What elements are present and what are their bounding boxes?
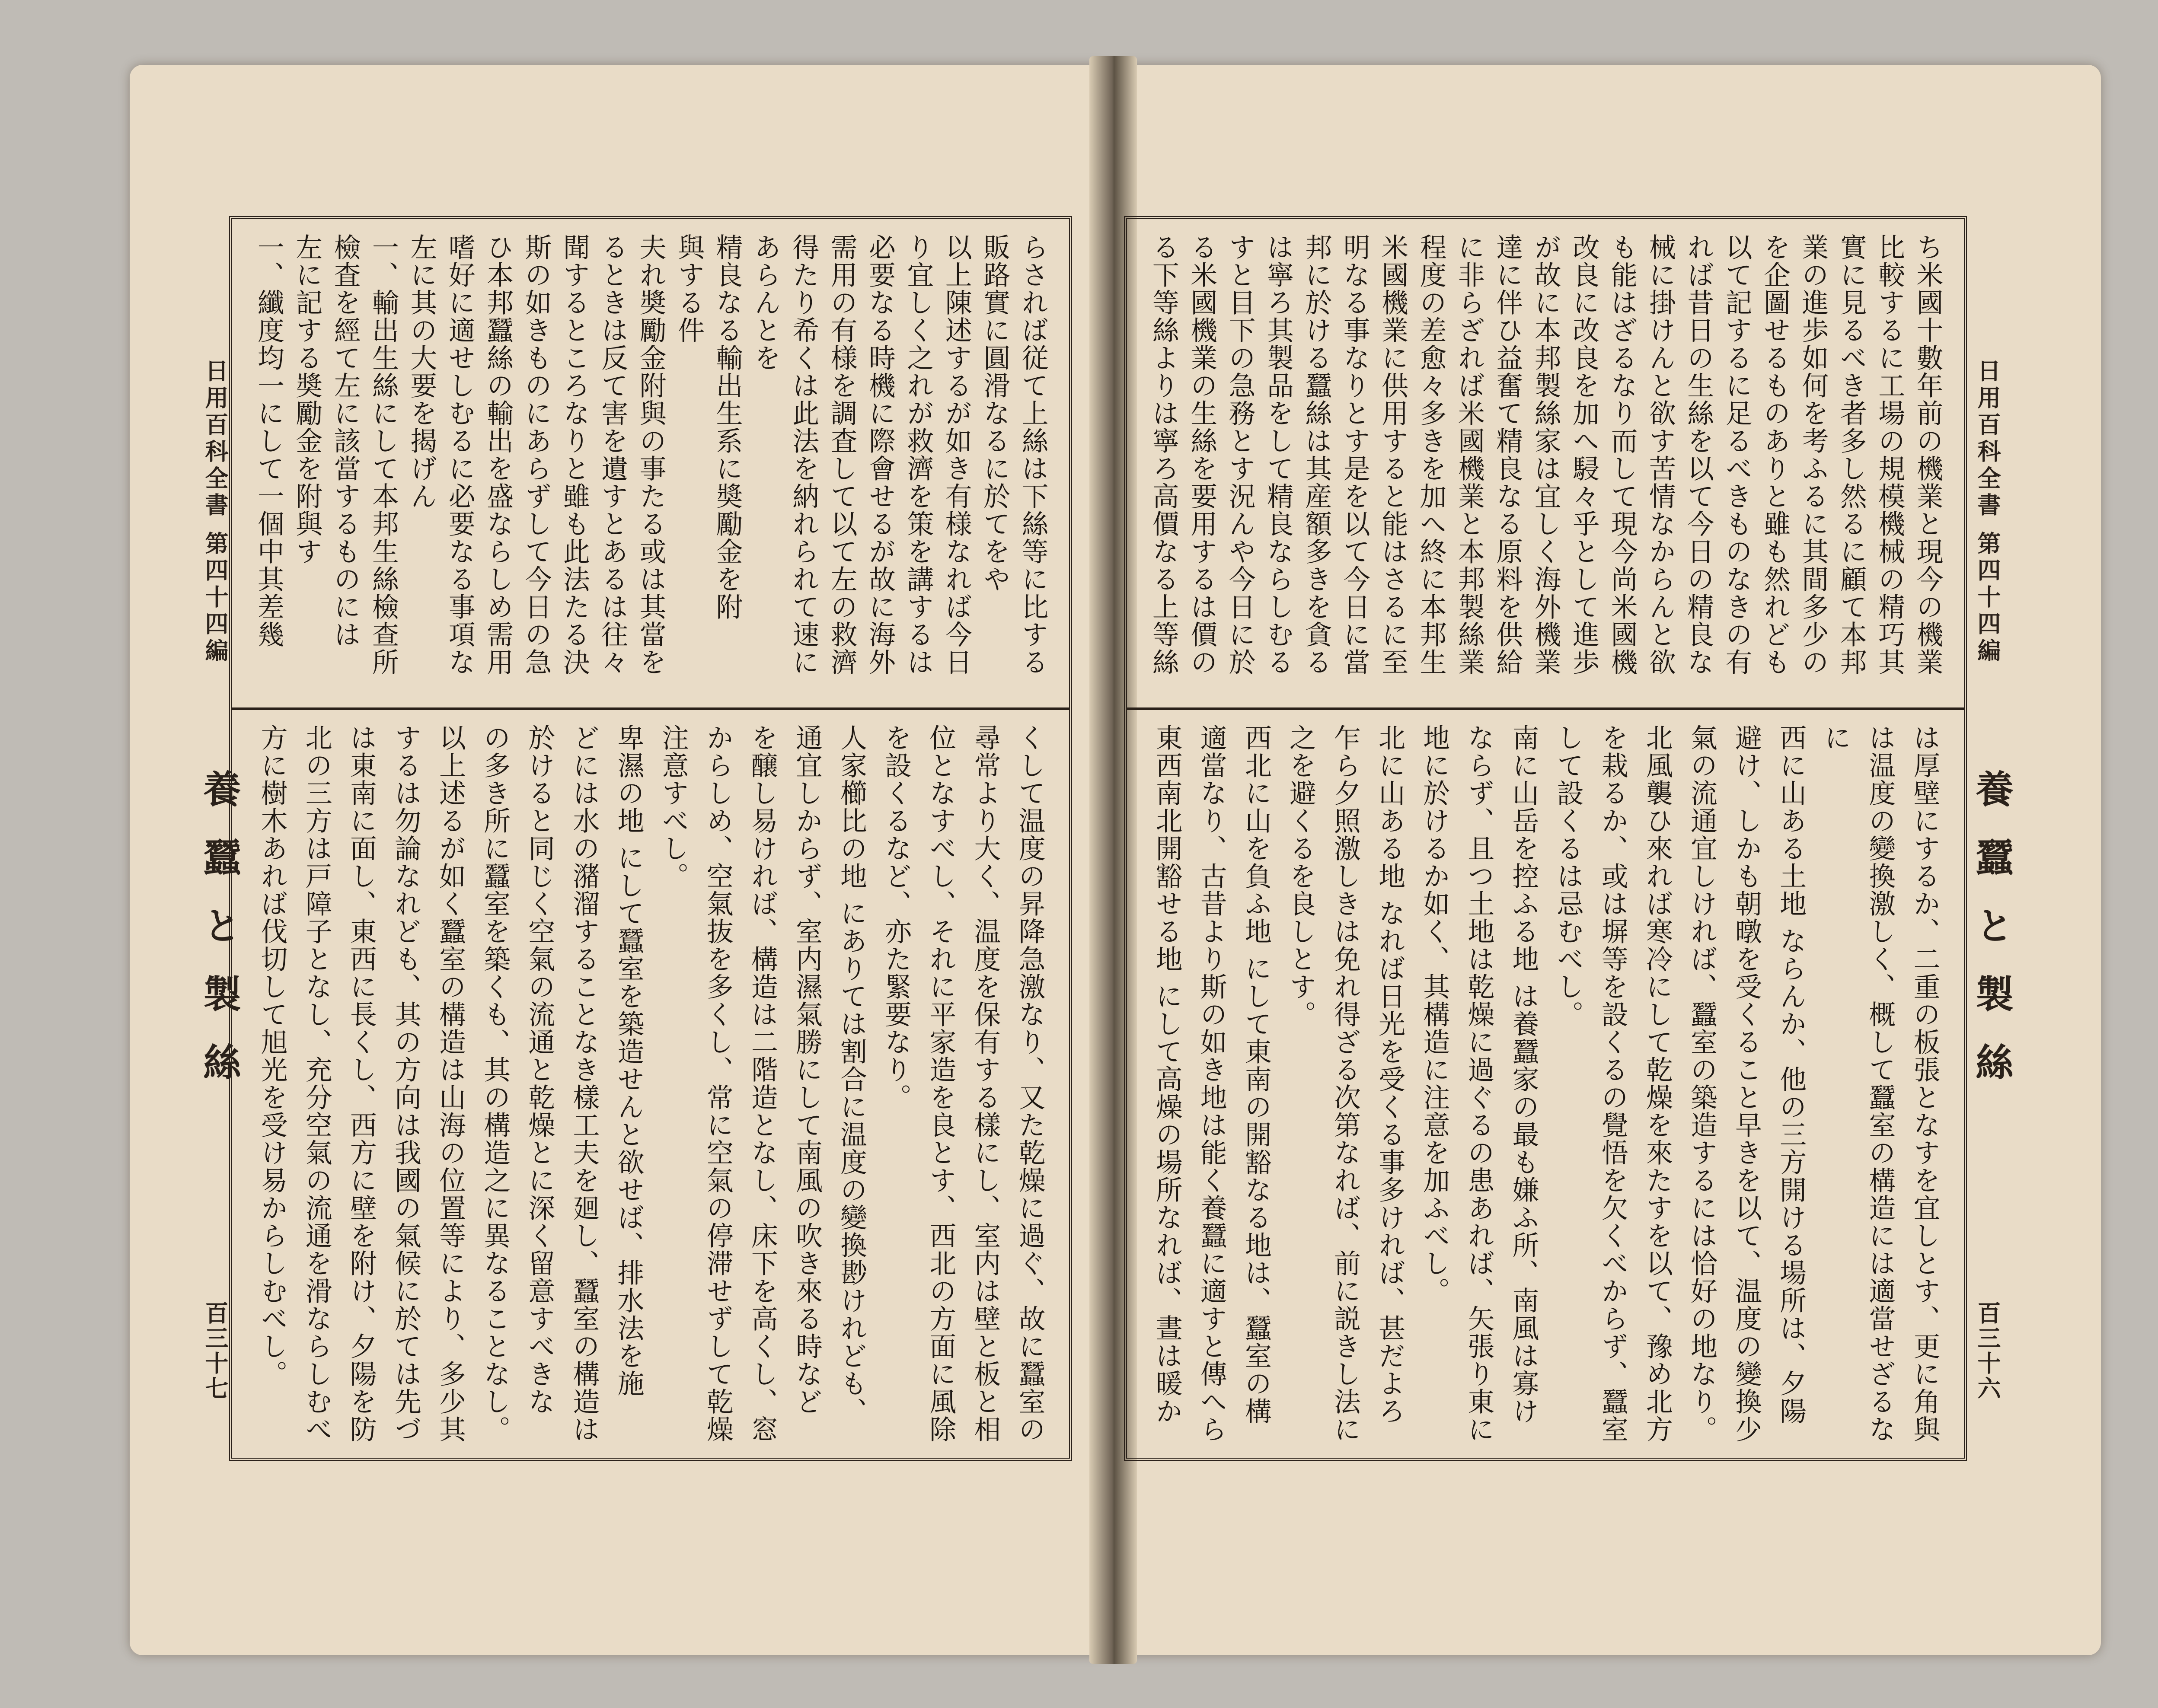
right-page-lower-columns-line: 西に山ある土地 ならんか、他の三方開ける場所は、夕陽 — [1775, 724, 1807, 1425]
right-page-upper-columns-line: を企圖せるものありと雖も然れども — [1759, 233, 1791, 676]
left-page-upper-columns-line: 精良なる輸出生系に奬勵金を附 — [711, 233, 743, 621]
left-page-upper-columns-line: 嗜好に適せしむるに必要なる事項な — [444, 233, 476, 676]
left-page-lower-columns-line: 位となすべし、それに平家造を良とす、西北の方面に風除 — [925, 724, 957, 1443]
right-page-lower-columns-line: して設くるは忌むべし。 — [1552, 724, 1584, 1028]
right-page-lower-columns-line: 適當なり、古昔より斯の如き地は能く養蠶に適すと傳へら — [1196, 724, 1228, 1443]
left-page-upper-columns-line: 一、纖度均一にして一個中其差幾 — [253, 233, 285, 648]
right-page-lower-columns-line: 北に山ある地 なれば日光を受くる事多ければ、甚だよろ — [1374, 724, 1406, 1425]
right-page-upper-columns-line: 改良に改良を加へ駸々乎として進歩 — [1568, 233, 1600, 676]
left-page-upper-columns-line: 斯の如きものにあらずして今日の急 — [520, 233, 552, 676]
left-page-upper-columns-line: 以上陳述するが如き有様なれば今日 — [941, 233, 973, 676]
right-page-upper-columns-line: 以て記するに足るべきものなきの有 — [1721, 233, 1753, 676]
left-page-lower-columns-line: 北の三方は戸障子となし、充分空氣の流通を滑ならしむべ — [301, 724, 333, 1443]
left-page-lower-columns-line: 人家櫛比の地 にありては割合に温度の變換尠けれども、 — [836, 724, 868, 1425]
right-section-rule — [1127, 707, 1964, 710]
right-page-upper-columns-line: すと目下の急務とす況んや今日に於 — [1224, 233, 1256, 676]
right-page-upper-columns-line: 業の進歩如何を考ふるに其間多少の — [1797, 233, 1829, 676]
right-page-lower-columns-line: は厚壁にするか、二重の板張となすを宜しとす、更に角與 — [1909, 724, 1941, 1443]
right-page-lower-columns-line: 氣の流通宜しければ、蠶室の築造するには恰好の地なり。 — [1686, 724, 1718, 1443]
right-header-title: 養蠶と製絲 — [1970, 769, 2014, 1111]
right-page-upper-columns-line: 米國機業に供用すると能はさるに至 — [1377, 233, 1409, 676]
right-page-number: 百三十六 — [1974, 1301, 2002, 1401]
left-page-upper-columns-line: ひ本邦蠶絲の輸出を盛ならしめ需用 — [482, 233, 514, 676]
right-page-upper-columns-line: が故に本邦製絲家は宜しく海外機業 — [1530, 233, 1562, 676]
left-page-lower-columns-line: の多き所に蠶室を築くも、其の構造之に異なることなし。 — [479, 724, 511, 1443]
left-page-upper-columns-line: 檢査を經て左に該當するものには — [329, 233, 361, 648]
left-page-lower-columns-line: 通宜しからず、室内濕氣勝にして南風の吹き來る時など — [791, 724, 823, 1415]
right-page-upper-columns-line: れば昔日の生絲を以て今日の精良な — [1682, 233, 1714, 676]
right-header-series: 日用百科全書 第四十四編 — [1974, 359, 2002, 665]
left-page-lower-columns-line: するは勿論なれども、其の方向は我國の氣候に於ては先づ — [390, 724, 422, 1443]
left-page-number: 百三十七 — [201, 1301, 229, 1401]
right-page-lower-columns-line: 東西南北開豁せる地 にして高燥の場所なれば、晝は暖か — [1151, 724, 1183, 1425]
right-page-lower-columns-line: は温度の變換激しく、概して蠶室の構造には適當せざるな — [1864, 724, 1896, 1443]
left-page-upper-columns-line: 一、輸出生絲にして本邦生絲檢查所 — [367, 233, 399, 676]
right-page-upper-columns-line: 達に伴ひ益奮て精良なる原料を供給 — [1491, 233, 1523, 676]
left-page-lower-columns-line: を醸し易ければ、構造は二階造となし、床下を高くし、窓 — [747, 724, 779, 1443]
right-page-upper-columns-line: 邦に於ける蠶絲は其産額多きを貪る — [1300, 233, 1332, 676]
left-page-lower-columns-line: 以上述るが如く蠶室の構造は山海の位置等により、多少其 — [434, 724, 466, 1443]
left-page-lower-columns-line: くして温度の昇降急激なり、又た乾燥に過ぐ、故に蠶室の — [1014, 724, 1046, 1443]
left-page-upper-columns-line: あらんとを — [750, 233, 782, 372]
left-page-upper-columns-line: 必要なる時機に際會せるが故に海外 — [864, 233, 896, 676]
right-page-upper-columns-line: に非らざれば米國機業と本邦製絲業 — [1453, 233, 1485, 676]
right-page-upper-columns-line: 程度の差愈々多きを加へ終に本邦生 — [1415, 233, 1447, 676]
right-page-lower-columns-line: ならず、且つ土地は乾燥に過ぐるの患あれば、矢張り東に — [1463, 724, 1495, 1443]
left-page-lower-columns-line: は東南に面し、東西に長くし、西方に壁を附け、夕陽を防 — [345, 724, 377, 1443]
left-page-upper-columns-line: 左に記する奬勵金を附與す — [291, 233, 323, 565]
right-page-lower-columns-line: 北風襲ひ來れば寒冷にして乾燥を來たすを以て、豫め北方 — [1641, 724, 1673, 1443]
left-page-upper-columns-line: らされば従て上絲は下絲等に比する — [1017, 233, 1049, 676]
right-page-upper-columns-line: 比較するに工場の規模機械の精巧其 — [1874, 233, 1906, 676]
right-page-lower-columns-line: に — [1820, 724, 1852, 752]
right-page-lower-columns-line: 南に山岳を控ふる地 は養蠶家の最も嫌ふ所、南風は寡け — [1507, 724, 1539, 1425]
left-page-lower-columns-line: 卑濕の地 にして蠶室を築造せんと欲せば、排水法を施 — [613, 724, 645, 1397]
right-page-upper-columns-line: ち米國十數年前の機業と現今の機業 — [1912, 233, 1944, 676]
right-page-lower-columns-line: 避け、しかも朝暾を受くること早きを以て、温度の變換少 — [1730, 724, 1762, 1443]
left-header-series: 日用百科全書 第四十四編 — [201, 359, 229, 665]
left-page-lower-columns-line: 尋常より大く、温度を保有する樣にし、室内は壁と板と相 — [969, 724, 1001, 1443]
right-page-upper-columns-line: 械に掛けんと欲す苦情なからんと欲 — [1644, 233, 1676, 676]
right-page-upper-columns-line: 實に見るべき者多し然るに顧て本邦 — [1836, 233, 1868, 676]
left-header-title: 養蠶と製絲 — [197, 769, 242, 1111]
right-page-upper-columns-line: 明なる事なりとす是を以て今日に當 — [1339, 233, 1371, 676]
right-page-upper-columns-line: も能はざるなり而して現今尚米國機 — [1606, 233, 1638, 676]
left-section-rule — [232, 707, 1069, 710]
left-page-lower-columns-line: 方に樹木あれば伐切して旭光を受け易からしむべし。 — [256, 724, 288, 1388]
left-page-upper-columns-line: 得たり希くは此法を納れられて速に — [788, 233, 820, 676]
right-page-lower-columns-line: 地に於けるか如く、其構造に注意を加ふべし。 — [1418, 724, 1450, 1305]
right-page-lower-columns-line: 西北に山を負ふ地 にして東南の開豁なる地は、蠶室の構 — [1240, 724, 1272, 1425]
left-page-upper-columns-line: り宜しく之れが救濟を策を講するは — [902, 233, 934, 676]
left-page-upper-columns-line: 聞するところなりと雖も此法たる決 — [559, 233, 591, 676]
left-page-upper-columns-line: 需用の有様を調査して以て左の救濟 — [826, 233, 858, 676]
right-page-upper-columns-line: は寧ろ其製品をして精良ならしむる — [1262, 233, 1294, 676]
left-page-upper-columns-line: 左に其の大要を揭げん — [405, 233, 437, 510]
right-page-lower-columns-line: 之を避くるを良しとす。 — [1285, 724, 1317, 1028]
left-page-lower-columns-line: 注意すべし。 — [658, 724, 690, 890]
left-page-upper-columns-line: 夫れ奬勵金附與の事たる或は其當を — [635, 233, 667, 676]
left-page-upper-columns-line: 與する件 — [673, 233, 705, 344]
left-page-lower-columns-line: どには水の潴溜することなき樣工夫を廻し、蠶室の構造は — [568, 724, 600, 1443]
left-page-upper-columns-line: 販路實に圓滑なるに於てをや — [979, 233, 1011, 593]
left-page-upper-columns-line: るときは反て害を遺すとあるは往々 — [597, 233, 629, 676]
right-page-lower-columns-line: を栽るか、或は塀等を設くるの覺悟を欠くべからず、蠶室 — [1597, 724, 1629, 1443]
right-page-upper-columns-line: る米國機業の生絲を要用するは價の — [1186, 233, 1218, 676]
left-page-lower-columns-line: からしめ、空氣抜を多くし、常に空氣の停滞せずして乾燥 — [702, 724, 734, 1443]
left-page-lower-columns-line: を設くるなど、亦た緊要なり。 — [880, 724, 912, 1111]
left-page-lower-columns-line: 於けると同じく空氣の流通と乾燥とに深く留意すべきな — [524, 724, 555, 1415]
right-page-upper-columns-line: る下等絲よりは寧ろ高價なる上等絲 — [1148, 233, 1180, 676]
right-page-lower-columns-line: 乍ら夕照激しきは免れ得ざる次第なれば、前に説きし法に — [1329, 724, 1361, 1443]
